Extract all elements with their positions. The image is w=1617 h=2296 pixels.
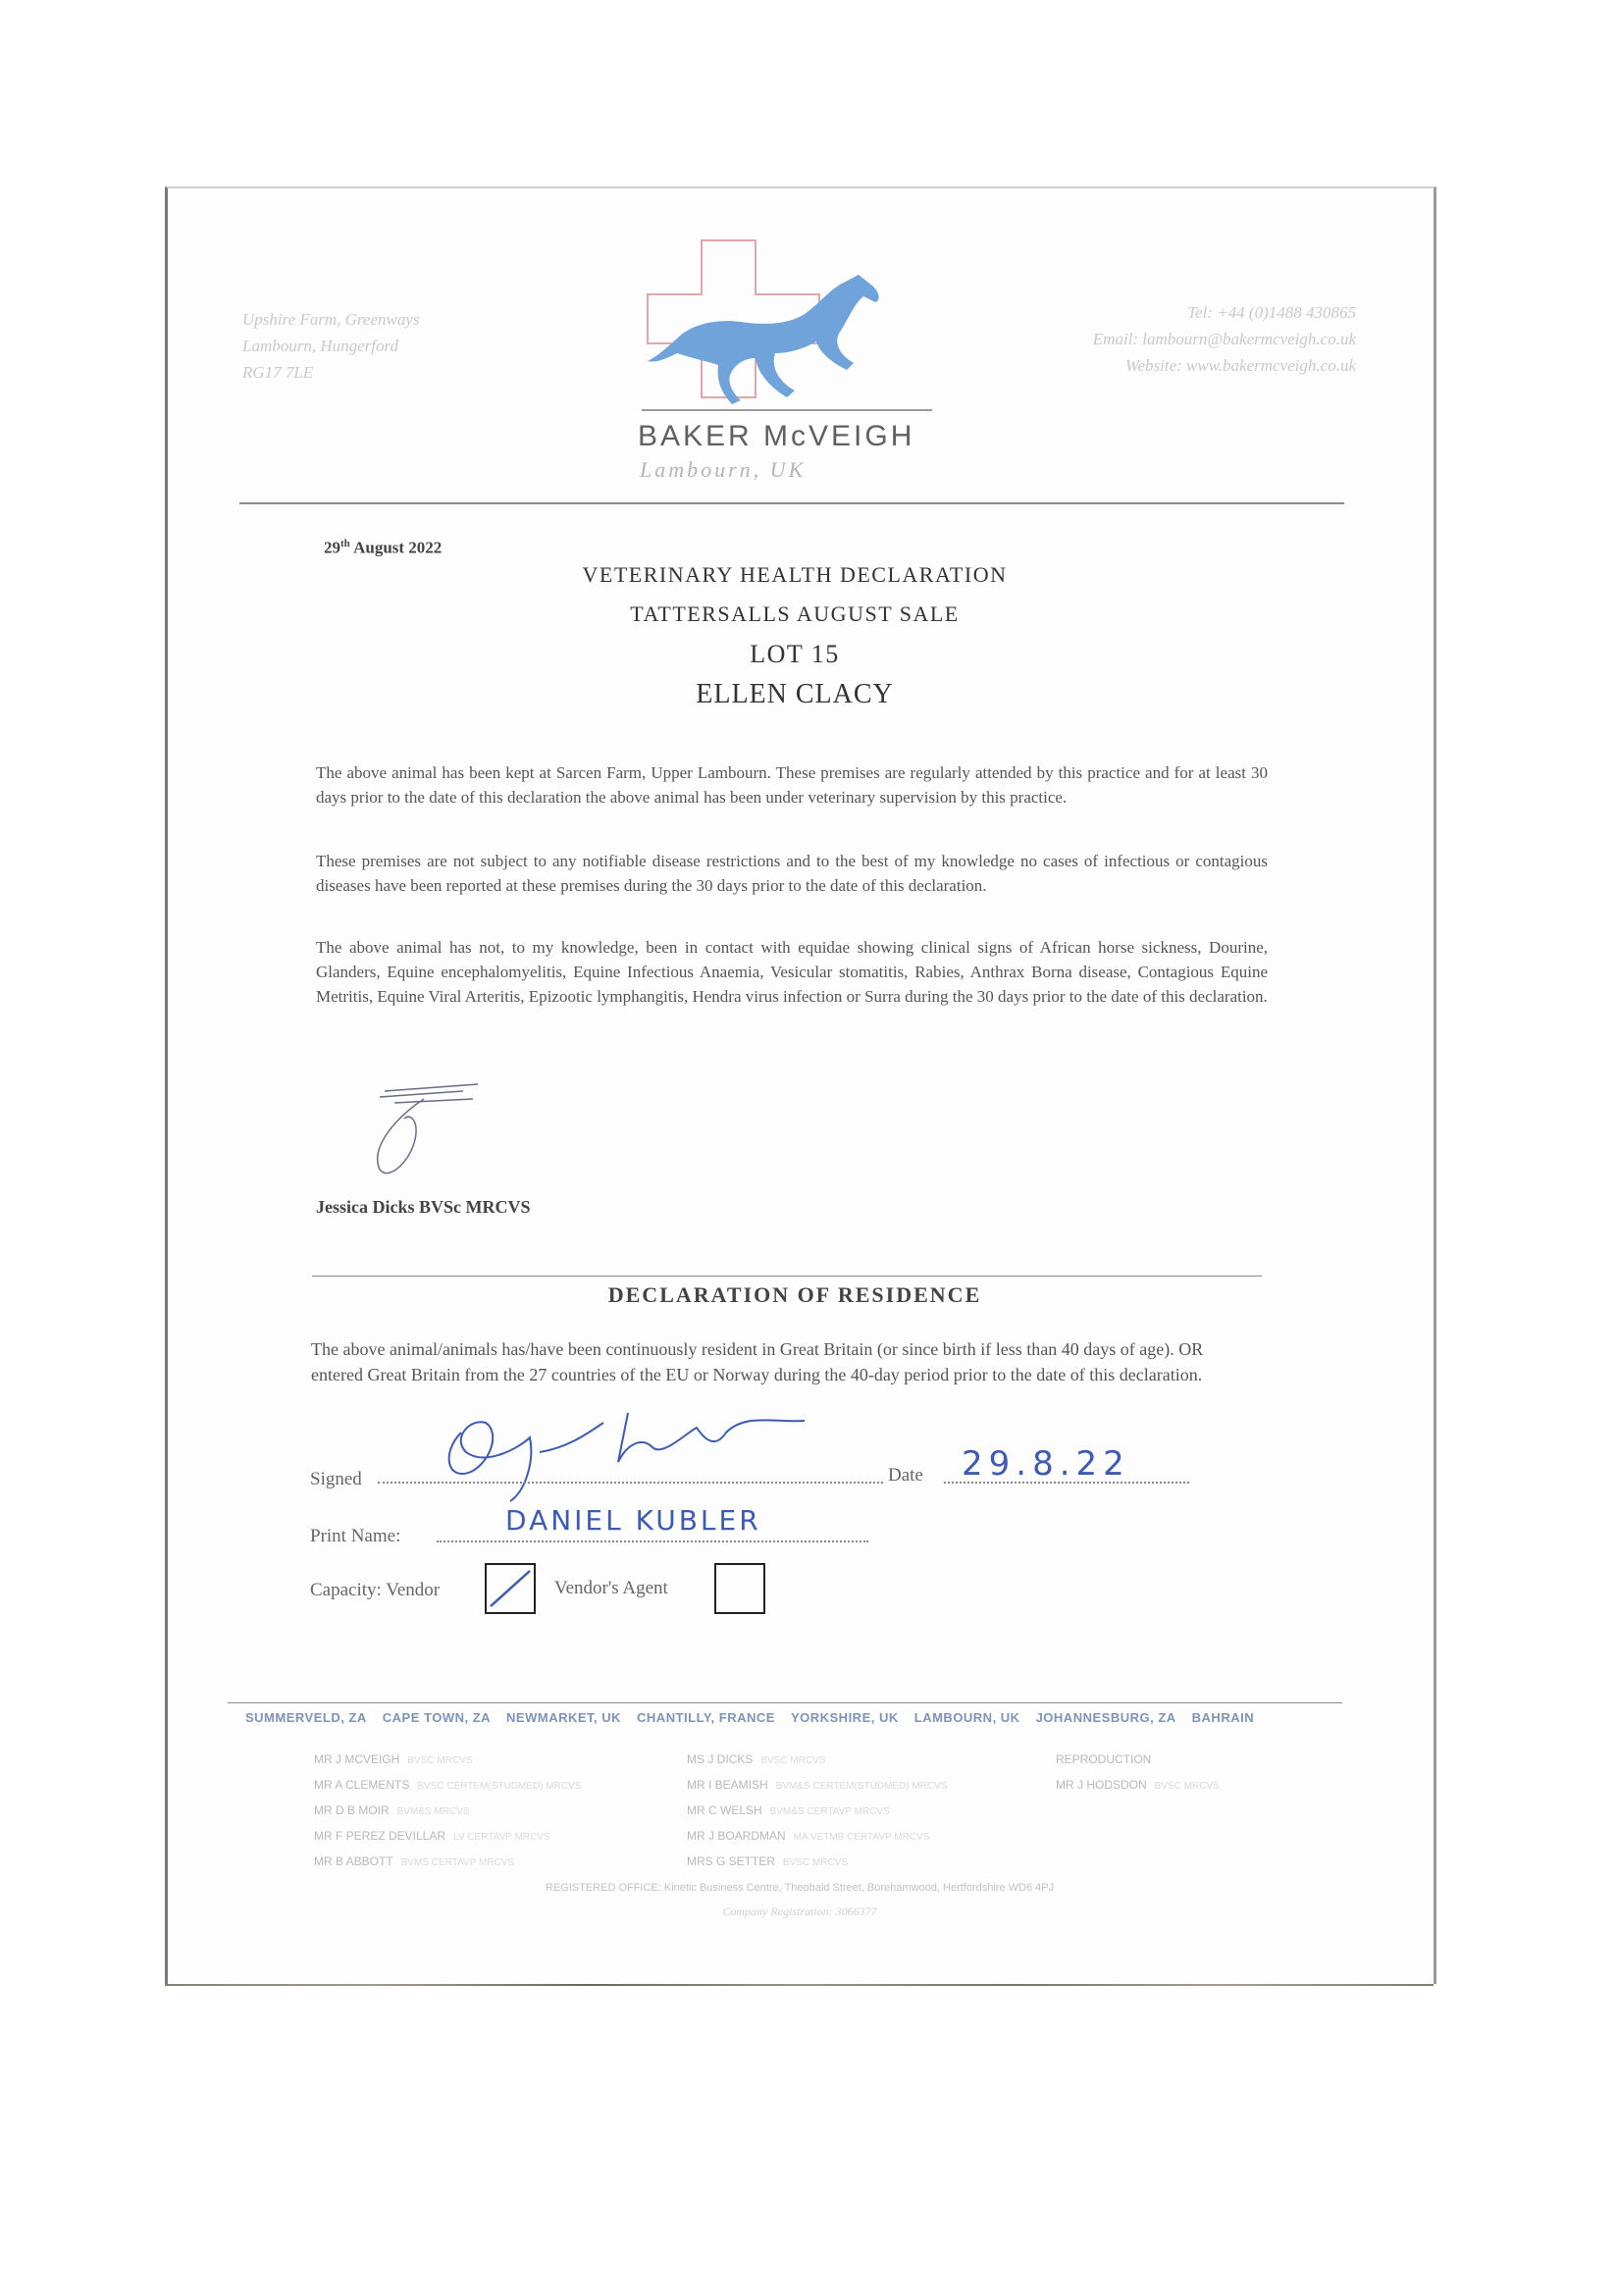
brand-location: Lambourn, UK xyxy=(640,457,807,482)
residence-text: The above animal/animals has/have been continuously resident in Great Britain (or since birth if less than 40 days of age). OR entered Great Britain from the 27 countries of the EU or Norway during the 40-day period prior to the date of this declaration. xyxy=(311,1339,1204,1384)
practice-contact: Tel: +44 (0)1488 430865 Email: lambourn@bakermcveigh.co.uk Website: www.bakermcveigh.co.uk xyxy=(1092,303,1356,375)
header-divider xyxy=(239,502,1344,504)
vendor-checkbox[interactable] xyxy=(485,1563,536,1614)
residence-title: DECLARATION OF RESIDENCE xyxy=(607,1282,982,1307)
staff-entry: MR B ABBOTT BVMS CERTAVP MRCVS xyxy=(314,1854,515,1868)
signed-label: Signed xyxy=(310,1469,362,1489)
print-name-label: Print Name: xyxy=(310,1526,401,1546)
sale-name: TATTERSALLS AUGUST SALE xyxy=(630,601,960,626)
staff-column xyxy=(314,1748,638,1875)
staff-entry: MR J MCVEIGH BVSC MRCVS xyxy=(314,1752,473,1766)
date-label: Date xyxy=(888,1465,923,1486)
office: SUMMERVELD, ZA xyxy=(245,1710,367,1725)
office: BAHRAIN xyxy=(1191,1710,1255,1725)
signature-line xyxy=(378,1482,883,1484)
staff-entry: REPRODUCTION xyxy=(1056,1752,1152,1766)
brand-name: BAKER McVEIGH xyxy=(638,420,915,452)
vendors-agent-checkbox[interactable] xyxy=(714,1563,765,1614)
horse-name: ELLEN CLACY xyxy=(696,679,894,709)
staff-entry: MR A CLEMENTS BVSC CERTEM(STUDMED) MRCVS xyxy=(314,1778,582,1792)
footer-divider xyxy=(228,1702,1342,1703)
capacity-label: Capacity: Vendor xyxy=(310,1580,441,1600)
staff-entry: MRS G SETTER BVSC MRCVS xyxy=(687,1854,849,1868)
office: CAPE TOWN, ZA xyxy=(382,1710,492,1725)
print-name-value: DANIEL KUBLER xyxy=(505,1504,761,1537)
staff-entry: MR D B MOIR BVM&S MRCVS xyxy=(314,1803,470,1817)
staff-entry: MR I BEAMISH BVM&S CERTEM(STUDMED) MRCVS xyxy=(687,1778,948,1792)
office-locations xyxy=(245,1710,1325,1725)
staff-entry: MR J HODSDON BVSC MRCVS xyxy=(1056,1778,1220,1792)
staff-entry: MR J BOARDMAN MA VETMB CERTAVP MRCVS xyxy=(687,1829,930,1843)
declaration-paragraph: These premises are not subject to any notifiable disease restrictions and to the best of my knowledge no cases of infectious or contagious diseases have been reported at these premises during the 30 days prior to the date of this declaration. xyxy=(316,852,1268,895)
staff-entry: MR F PEREZ DEVILLAR LV CERTAVP MRCVS xyxy=(314,1829,550,1843)
declaration-date: 29th August 2022 xyxy=(324,538,443,557)
practice-address: Upshire Farm, Greenways Lambourn, Hungerford RG17 7LE xyxy=(242,310,420,382)
lot-number: LOT 15 xyxy=(750,640,840,668)
office: LAMBOURN, UK xyxy=(913,1710,1020,1725)
check-icon xyxy=(487,1565,534,1612)
staff-entry: MS J DICKS BVSC MRCVS xyxy=(687,1752,826,1766)
staff-entry: MR C WELSH BVM&S CERTAVP MRCVS xyxy=(687,1803,890,1817)
office: JOHANNESBURG, ZA xyxy=(1035,1710,1176,1725)
registered-office: REGISTERED OFFICE: Kinetic Business Centre, Theobald Street, Borehamwood, Hertfordshire WD6 4PJ xyxy=(545,1882,1055,1894)
declaration-paragraph: The above animal has been kept at Sarcen Farm, Upper Lambourn. These premises are regularly attended by this practice and for at least 30 days prior to the date of this declaration the above animal has been under veterinary supervision by this practice. xyxy=(316,763,1268,807)
date-field-value: 29.8.22 xyxy=(962,1444,1130,1484)
print-name-line xyxy=(437,1540,868,1542)
vet-name: Jessica Dicks BVSc MRCVS xyxy=(316,1197,531,1217)
office: NEWMARKET, UK xyxy=(506,1710,622,1725)
office: CHANTILLY, FRANCE xyxy=(637,1710,775,1725)
vendor-signature xyxy=(432,1393,844,1501)
page-title: VETERINARY HEALTH DECLARATION xyxy=(582,562,1008,587)
office: YORKSHIRE, UK xyxy=(790,1710,899,1725)
staff-column xyxy=(687,1748,1011,1875)
horse-cross-logo xyxy=(648,235,922,412)
company-registration: Company Registration: 3066377 xyxy=(722,1905,877,1918)
vet-signature xyxy=(355,1079,493,1177)
staff-column xyxy=(1056,1748,1311,1799)
vendors-agent-label: Vendor's Agent xyxy=(554,1578,668,1598)
declaration-paragraph: The above animal has not, to my knowledge, been in contact with equidae showing clinical signs of African horse sickness, Dourine, Glanders, Equine encephalomyelitis, Equine Infectious Anaemia, Vesicular stomatitis, Rabies, Anthrax Borna disease, Contagious Equine Metritis, Equine Viral Arteritis, Epizootic lymphangitis, Hendra virus infection or Surra during the 30 days prior to the date of this declaration. xyxy=(316,938,1268,1006)
section-divider xyxy=(312,1276,1262,1277)
